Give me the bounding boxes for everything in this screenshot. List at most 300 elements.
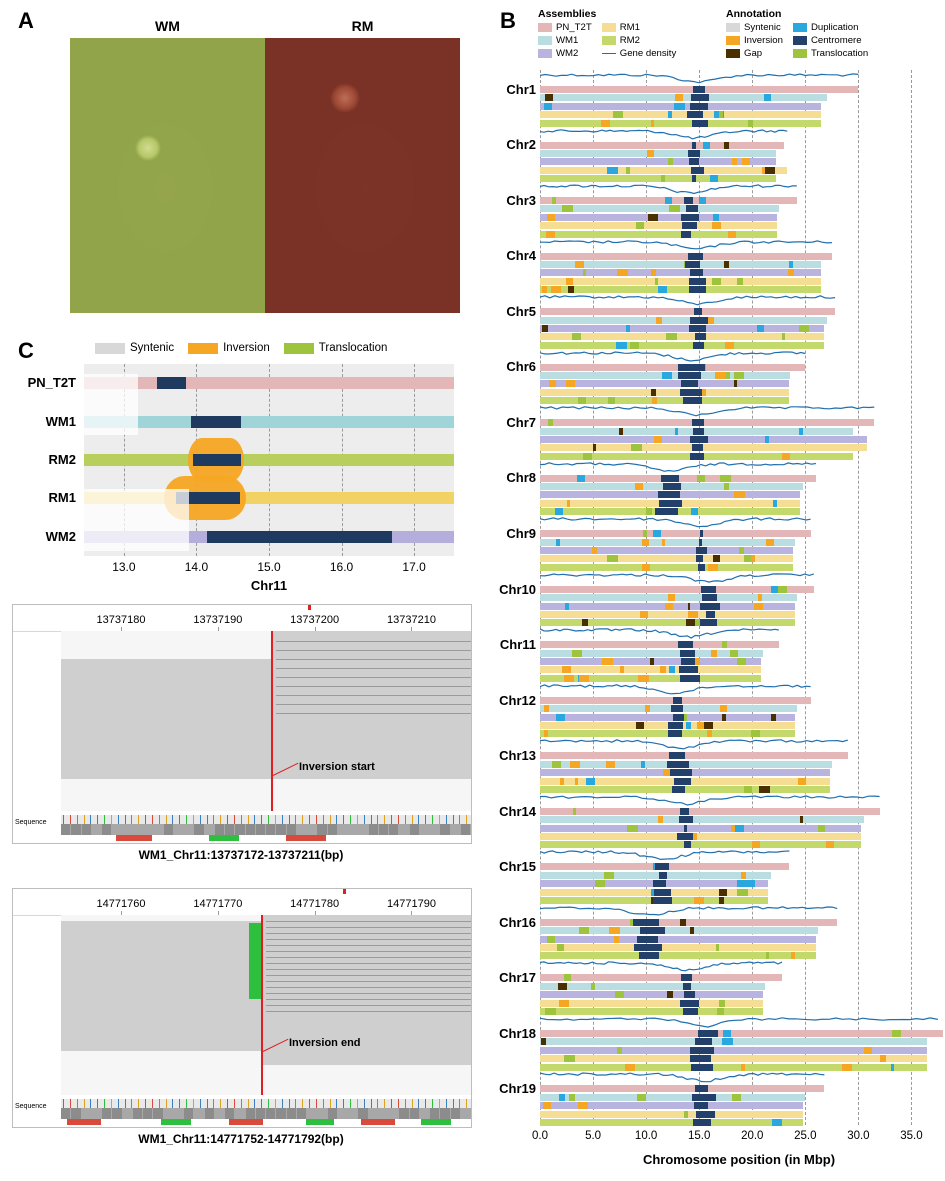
centromere-chr15-4 bbox=[653, 897, 671, 904]
feature-chr13-3-1 bbox=[575, 778, 579, 785]
feature-chr12-3-1 bbox=[636, 722, 643, 729]
chr-label-chr10: Chr10 bbox=[499, 581, 536, 597]
legend-assemblies-title: Assemblies bbox=[538, 8, 597, 20]
centromere-chr14-3 bbox=[677, 833, 693, 840]
e-seq-tick-9 bbox=[125, 1099, 126, 1108]
e-seq-block-18 bbox=[246, 1108, 255, 1119]
legend-annotation-col2 bbox=[793, 22, 868, 61]
feature-chr5-2-3 bbox=[799, 325, 809, 332]
e-seq-tick-32 bbox=[282, 1099, 283, 1108]
centromere-chr17-3 bbox=[680, 1000, 699, 1007]
d-seq-color-1 bbox=[209, 835, 239, 841]
d-seq-tick-36 bbox=[309, 815, 310, 824]
panel-b-plot bbox=[540, 70, 938, 1125]
d-breakpoint-line[interactable] bbox=[271, 631, 273, 811]
d-seq-block-4 bbox=[102, 824, 111, 835]
feature-chr12-1-0 bbox=[720, 705, 727, 712]
e-seq-block-1 bbox=[71, 1108, 80, 1119]
gene-density-curve-chr16 bbox=[540, 904, 938, 918]
legend-swatch-inversion bbox=[188, 343, 218, 354]
centromere-chr6-2 bbox=[681, 380, 698, 387]
x-tick-5.0: 5.0 bbox=[585, 1130, 602, 1142]
c-row-label-wm2: WM2 bbox=[45, 528, 76, 544]
feature-chr13-3-2 bbox=[798, 778, 807, 785]
gene-density-curve-chr13 bbox=[540, 737, 938, 751]
d-seq-tick-3 bbox=[84, 815, 85, 824]
d-seq-tick-14 bbox=[159, 815, 160, 824]
d-seq-tick-51 bbox=[412, 815, 413, 824]
e-seq-block-5 bbox=[112, 1108, 121, 1119]
centromere-chr15-2 bbox=[653, 880, 666, 887]
chr-label-chr13: Chr13 bbox=[499, 748, 536, 764]
feature-chr10-1-0 bbox=[668, 594, 676, 601]
feature-chr3-3-2 bbox=[712, 222, 721, 229]
feature-chr17-1-0 bbox=[591, 983, 596, 990]
d-seq-tick-19 bbox=[193, 815, 194, 824]
panel-e-sequence-ticks bbox=[61, 1099, 471, 1108]
gene-density-curve-chr1 bbox=[540, 71, 938, 85]
centromere-chr7-1 bbox=[693, 428, 704, 435]
e-seq-tick-42 bbox=[350, 1099, 351, 1108]
feature-chr5-3-1 bbox=[782, 333, 785, 340]
e-seq-block-26 bbox=[328, 1108, 337, 1119]
feature-chr6-2-0 bbox=[549, 380, 556, 387]
feature-chr3-1-0 bbox=[562, 205, 573, 212]
legend-label-inversion: Inversion bbox=[744, 35, 783, 46]
panel-c-letter: C bbox=[18, 338, 34, 363]
d-read-line-5 bbox=[276, 686, 471, 687]
e-seq-tick-19 bbox=[193, 1099, 194, 1108]
e-seq-tick-34 bbox=[295, 1099, 296, 1108]
c-track-pn_t2t bbox=[84, 377, 454, 389]
feature-chr5-3-0 bbox=[666, 333, 677, 340]
e-seq-block-0 bbox=[61, 1108, 70, 1119]
d-seq-tick-11 bbox=[138, 815, 139, 824]
feature-chr9-2-2 bbox=[592, 547, 597, 554]
legend-swatch-pn-t2t bbox=[538, 23, 552, 32]
track-chr17-pn_t2t bbox=[540, 974, 782, 981]
feature-chr10-0-2 bbox=[778, 586, 787, 593]
feature-chr9-4-1 bbox=[708, 564, 718, 571]
track-chr14-rm1 bbox=[540, 833, 861, 840]
centromere-chr11-1 bbox=[680, 650, 695, 657]
track-chr9-rm2 bbox=[540, 564, 793, 571]
e-seq-block-21 bbox=[276, 1108, 285, 1119]
panel-a bbox=[0, 0, 470, 330]
d-seq-tick-41 bbox=[343, 815, 344, 824]
feature-chr17-3-1 bbox=[719, 1000, 725, 1007]
e-seq-tick-44 bbox=[364, 1099, 365, 1108]
centromere-chr10-2 bbox=[700, 603, 720, 610]
centromere-chr18-1 bbox=[695, 1038, 712, 1045]
centromere-chr6-3 bbox=[680, 389, 702, 396]
feature-chr16-0-0 bbox=[680, 919, 686, 926]
c-track-wm1 bbox=[84, 416, 454, 428]
e-seq-tick-15 bbox=[166, 1099, 167, 1108]
e-ruler-label-14771760: 14771760 bbox=[96, 898, 146, 910]
e-seq-tick-27 bbox=[248, 1099, 249, 1108]
feature-chr6-4-1 bbox=[608, 397, 616, 404]
track-chr4-wm2 bbox=[540, 269, 821, 276]
legend-label-pn-t2t: PN_T2T bbox=[556, 22, 592, 33]
gene-density-curve-chr6 bbox=[540, 349, 938, 363]
track-chr9-wm1 bbox=[540, 539, 795, 546]
legend-label-wm2: WM2 bbox=[556, 48, 579, 59]
centromere-chr12-2 bbox=[673, 714, 684, 721]
e-read-line-10 bbox=[266, 981, 471, 982]
e-seq-block-9 bbox=[153, 1108, 162, 1119]
d-seq-tick-53 bbox=[425, 815, 426, 824]
d-seq-tick-38 bbox=[323, 815, 324, 824]
track-chr17-wm1 bbox=[540, 983, 765, 990]
d-seq-tick-5 bbox=[97, 815, 98, 824]
d-seq-block-16 bbox=[225, 824, 234, 835]
e-seq-tick-50 bbox=[405, 1099, 406, 1108]
feature-chr2-3-1 bbox=[626, 167, 630, 174]
feature-chr15-4-0 bbox=[719, 897, 724, 904]
photo-label-rm: RM bbox=[351, 18, 374, 34]
chr-label-chr19: Chr19 bbox=[499, 1081, 536, 1097]
e-seq-tick-37 bbox=[316, 1099, 317, 1108]
legend-item-syntenic bbox=[95, 342, 174, 354]
track-chr2-wm2 bbox=[540, 158, 776, 165]
d-seq-tick-2 bbox=[77, 815, 78, 824]
e-read-line-6 bbox=[266, 957, 471, 958]
d-seq-tick-40 bbox=[336, 815, 337, 824]
gene-density-curve-chr15 bbox=[540, 848, 938, 862]
centromere-chr12-1 bbox=[671, 705, 682, 712]
e-read-line-9 bbox=[266, 975, 471, 976]
x-tick-35.0: 35.0 bbox=[900, 1130, 923, 1142]
panel-a-letter: A bbox=[18, 8, 34, 33]
e-read-line-12 bbox=[266, 993, 471, 994]
feature-chr14-2-1 bbox=[735, 825, 744, 832]
feature-chr3-4-1 bbox=[728, 231, 736, 238]
chr-label-chr9: Chr9 bbox=[506, 525, 536, 541]
legend-swatch-syntenic bbox=[726, 23, 740, 32]
e-ruler-label-14771770: 14771770 bbox=[193, 898, 243, 910]
e-seq-tick-22 bbox=[213, 1099, 214, 1108]
centromere-chr13-2 bbox=[670, 769, 692, 776]
centromere-chr14-1 bbox=[679, 816, 692, 823]
centromere-chr7-0 bbox=[692, 419, 703, 426]
x-tick-30.0: 30.0 bbox=[847, 1130, 870, 1142]
panel-a-photo-labels bbox=[70, 18, 460, 34]
d-seq-block-17 bbox=[235, 824, 244, 835]
panel-d-ruler bbox=[13, 605, 471, 632]
feature-chr1-2-0 bbox=[674, 103, 684, 110]
e-seq-tick-43 bbox=[357, 1099, 358, 1108]
c-syntenic-wedge-1 bbox=[84, 489, 189, 550]
legend-item-pn-t2t bbox=[538, 22, 592, 33]
e-seq-tick-54 bbox=[432, 1099, 433, 1108]
d-seq-tick-47 bbox=[384, 815, 385, 824]
feature-chr18-1-0 bbox=[541, 1038, 546, 1045]
d-seq-tick-50 bbox=[405, 815, 406, 824]
gene-density-curve-chr10 bbox=[540, 571, 938, 585]
feature-chr4-1-2 bbox=[724, 261, 729, 268]
centromere-chr4-1 bbox=[685, 261, 700, 268]
feature-chr9-1-3 bbox=[766, 539, 775, 546]
feature-chr12-2-2 bbox=[556, 714, 564, 721]
d-read-block-right bbox=[271, 631, 471, 779]
e-seq-tick-41 bbox=[343, 1099, 344, 1108]
feature-chr7-3-1 bbox=[631, 444, 642, 451]
feature-chr9-1-0 bbox=[642, 539, 648, 546]
centromere-chr6-1 bbox=[678, 372, 701, 379]
c-row-label-wm1: WM1 bbox=[45, 413, 76, 429]
e-seq-tick-17 bbox=[179, 1099, 180, 1108]
feature-chr16-1-1 bbox=[609, 927, 620, 934]
chr-label-chr11: Chr11 bbox=[499, 637, 536, 653]
d-breakpoint-label: Inversion start bbox=[299, 761, 375, 773]
panel-d-alignment-track[interactable] bbox=[61, 631, 471, 811]
panel-c bbox=[0, 332, 470, 600]
feature-chr19-1-2 bbox=[637, 1094, 646, 1101]
gene-density-curve-chr7 bbox=[540, 404, 938, 418]
e-seq-color-4 bbox=[361, 1119, 395, 1125]
e-ruler-red-marker bbox=[343, 889, 346, 894]
centromere-chr12-3 bbox=[668, 722, 683, 729]
feature-chr11-2-0 bbox=[737, 658, 746, 665]
legend-item-rm2 bbox=[602, 35, 677, 46]
d-seq-tick-52 bbox=[418, 815, 419, 824]
feature-chr17-2-0 bbox=[667, 991, 673, 998]
e-read-line-8 bbox=[266, 969, 471, 970]
centromere-chr5-0 bbox=[694, 308, 703, 315]
feature-chr7-2-0 bbox=[765, 436, 769, 443]
panel-d-caption: WM1_Chr11:13737172-13737211(bp) bbox=[138, 848, 344, 862]
d-seq-block-10 bbox=[164, 824, 173, 835]
feature-chr9-3-3 bbox=[744, 555, 751, 562]
legend-label-gap: Gap bbox=[744, 48, 763, 59]
feature-chr7-3-0 bbox=[593, 444, 596, 451]
legend-label-wm1: WM1 bbox=[556, 35, 579, 46]
centromere-chr17-2 bbox=[684, 991, 695, 998]
feature-chr2-1-0 bbox=[647, 150, 654, 157]
e-read-line-5 bbox=[266, 951, 471, 952]
centromere-chr3-1 bbox=[686, 205, 698, 212]
c-row-label-rm2: RM2 bbox=[48, 452, 76, 467]
centromere-chr17-1 bbox=[683, 983, 691, 990]
e-read-line-13 bbox=[266, 999, 471, 1000]
feature-chr11-3-1 bbox=[660, 666, 666, 673]
feature-chr6-3-0 bbox=[704, 389, 707, 396]
d-seq-block-34 bbox=[410, 824, 419, 835]
feature-chr1-3-1 bbox=[668, 111, 672, 118]
e-seq-tick-4 bbox=[90, 1099, 91, 1108]
feature-chr1-3-3 bbox=[719, 111, 722, 118]
legend-item-centromere bbox=[793, 35, 868, 46]
e-seq-tick-56 bbox=[446, 1099, 447, 1108]
feature-chr17-3-2 bbox=[559, 1000, 569, 1007]
panel-c-x-title: Chr11 bbox=[250, 578, 288, 593]
feature-chr9-2-0 bbox=[739, 547, 744, 554]
track-chr19-rm1 bbox=[540, 1111, 803, 1118]
e-breakpoint-line[interactable] bbox=[261, 915, 263, 1095]
feature-chr6-4-0 bbox=[652, 397, 657, 404]
feature-chr6-1-2 bbox=[662, 372, 672, 379]
centromere-chr9-2 bbox=[696, 547, 707, 554]
feature-chr11-2-2 bbox=[602, 658, 613, 665]
e-ruler-label-14771780: 14771780 bbox=[290, 898, 340, 910]
track-chr11-rm1 bbox=[540, 666, 761, 673]
centromere-chr18-0 bbox=[698, 1030, 718, 1037]
e-seq-tick-5 bbox=[97, 1099, 98, 1108]
feature-chr12-3-0 bbox=[704, 722, 713, 729]
centromere-chr13-0 bbox=[669, 752, 685, 759]
chr-label-chr12: Chr12 bbox=[499, 692, 536, 708]
panel-d-sequence-label: Sequence bbox=[15, 819, 47, 826]
feature-chr3-0-1 bbox=[665, 197, 672, 204]
feature-chr12-1-1 bbox=[544, 705, 549, 712]
feature-chr9-0-1 bbox=[653, 530, 661, 537]
d-seq-tick-20 bbox=[200, 815, 201, 824]
feature-chr19-1-0 bbox=[569, 1094, 576, 1101]
feature-chr12-4-0 bbox=[751, 730, 760, 737]
e-read-line-3 bbox=[266, 939, 471, 940]
e-seq-block-23 bbox=[297, 1108, 306, 1119]
e-seq-tick-8 bbox=[118, 1099, 119, 1108]
feature-chr12-2-0 bbox=[722, 714, 726, 721]
track-chr14-wm1 bbox=[540, 816, 864, 823]
legend-swatch-duplication bbox=[793, 23, 807, 32]
d-seq-tick-23 bbox=[220, 815, 221, 824]
chr-label-chr14: Chr14 bbox=[499, 803, 536, 819]
feature-chr17-0-1 bbox=[564, 974, 571, 981]
feature-chr12-2-1 bbox=[771, 714, 776, 721]
d-seq-block-21 bbox=[276, 824, 285, 835]
panel-e-alignment-track[interactable] bbox=[61, 915, 471, 1095]
feature-chr12-1-2 bbox=[645, 705, 650, 712]
e-read-line-15 bbox=[266, 1011, 471, 1012]
feature-chr4-3-3 bbox=[655, 278, 658, 285]
gene-density-curve-chr9 bbox=[540, 515, 938, 529]
centromere-chr10-3 bbox=[706, 611, 715, 618]
legend-item-gap bbox=[726, 48, 783, 59]
d-seq-tick-33 bbox=[289, 815, 290, 824]
d-seq-tick-27 bbox=[248, 815, 249, 824]
feature-chr10-3-1 bbox=[640, 611, 648, 618]
feature-chr9-4-0 bbox=[642, 564, 651, 571]
panel-a-photos bbox=[70, 38, 460, 313]
gene-density-curve-chr17 bbox=[540, 959, 938, 973]
feature-chr9-3-0 bbox=[607, 555, 618, 562]
e-seq-block-20 bbox=[266, 1108, 275, 1119]
track-chr17-rm1 bbox=[540, 1000, 763, 1007]
e-read-block-left bbox=[61, 921, 261, 1051]
feature-chr18-0-1 bbox=[892, 1030, 901, 1037]
d-seq-block-30 bbox=[369, 824, 378, 835]
d-seq-tick-4 bbox=[90, 815, 91, 824]
centromere-chr10-0 bbox=[701, 586, 716, 593]
d-seq-tick-18 bbox=[186, 815, 187, 824]
d-seq-tick-26 bbox=[241, 815, 242, 824]
track-chr14-pn_t2t bbox=[540, 808, 880, 815]
centromere-chr15-0 bbox=[655, 863, 669, 870]
centromere-chr6-4 bbox=[683, 397, 702, 404]
e-seq-tick-45 bbox=[371, 1099, 372, 1108]
feature-chr10-2-3 bbox=[688, 603, 691, 610]
track-chr3-rm1 bbox=[540, 222, 777, 229]
panel-d-sequence-row bbox=[13, 811, 471, 843]
e-seq-tick-1 bbox=[70, 1099, 71, 1108]
centromere-chr13-3 bbox=[674, 778, 691, 785]
d-seq-block-22 bbox=[287, 824, 296, 835]
e-seq-block-22 bbox=[287, 1108, 296, 1119]
d-seq-tick-58 bbox=[459, 815, 460, 824]
feature-chr19-2-0 bbox=[578, 1102, 587, 1109]
centromere-chr2-3 bbox=[691, 167, 704, 174]
feature-chr14-2-3 bbox=[627, 825, 638, 832]
legend-swatch-gene-density bbox=[602, 53, 616, 54]
centromere-chr19-4 bbox=[693, 1119, 711, 1126]
feature-chr1-1-0 bbox=[764, 94, 772, 101]
feature-chr6-2-1 bbox=[566, 380, 575, 387]
e-seq-tick-7 bbox=[111, 1099, 112, 1108]
photo-label-wm: WM bbox=[155, 18, 180, 34]
d-read-line-7 bbox=[276, 704, 471, 705]
track-chr2-pn_t2t bbox=[540, 142, 784, 149]
e-seq-tick-10 bbox=[131, 1099, 132, 1108]
d-ruler-label-13737180: 13737180 bbox=[96, 614, 146, 626]
track-chr6-wm2 bbox=[540, 380, 789, 387]
feature-chr15-2-0 bbox=[737, 880, 745, 887]
feature-chr19-1-1 bbox=[559, 1094, 566, 1101]
legend-annotation-col1 bbox=[726, 22, 783, 61]
centromere-chr14-0 bbox=[680, 808, 690, 815]
d-seq-tick-59 bbox=[466, 815, 467, 824]
panel-e-igv-view bbox=[12, 888, 472, 1128]
track-chr5-wm1 bbox=[540, 317, 827, 324]
feature-chr13-3-0 bbox=[560, 778, 564, 785]
feature-chr4-3-0 bbox=[712, 278, 721, 285]
c-syntenic-wedge-0 bbox=[84, 374, 138, 435]
feature-chr11-1-1 bbox=[711, 650, 717, 657]
feature-chr5-2-0 bbox=[626, 325, 630, 332]
d-seq-tick-44 bbox=[364, 815, 365, 824]
feature-chr16-3-0 bbox=[557, 944, 564, 951]
d-seq-block-39 bbox=[461, 824, 470, 835]
centromere-chr3-2 bbox=[681, 214, 699, 221]
track-chr10-rm1 bbox=[540, 611, 795, 618]
feature-chr12-3-2 bbox=[686, 722, 691, 729]
d-seq-tick-21 bbox=[207, 815, 208, 824]
legend-swatch-translocation bbox=[793, 49, 807, 58]
feature-chr18-1-1 bbox=[722, 1038, 733, 1045]
e-seq-color-3 bbox=[306, 1119, 334, 1125]
gene-density-curve-chr5 bbox=[540, 293, 938, 307]
feature-chr16-1-2 bbox=[690, 927, 694, 934]
d-seq-block-25 bbox=[317, 824, 326, 835]
d-seq-block-26 bbox=[328, 824, 337, 835]
feature-chr8-1-0 bbox=[635, 483, 643, 490]
track-chr19-pn_t2t bbox=[540, 1085, 824, 1092]
centromere-chr12-4 bbox=[668, 730, 682, 737]
e-seq-block-36 bbox=[430, 1108, 439, 1119]
feature-chr7-1-2 bbox=[799, 428, 804, 435]
centromere-chr16-3 bbox=[634, 944, 662, 951]
x-tick-25.0: 25.0 bbox=[794, 1130, 817, 1142]
feature-chr8-0-1 bbox=[720, 475, 731, 482]
d-seq-block-18 bbox=[246, 824, 255, 835]
track-chr16-rm1 bbox=[540, 944, 816, 951]
feature-chr16-1-0 bbox=[579, 927, 589, 934]
centromere-chr16-0 bbox=[633, 919, 658, 926]
feature-chr6-3-1 bbox=[651, 389, 656, 396]
e-seq-tick-12 bbox=[145, 1099, 146, 1108]
e-read-line-14 bbox=[266, 1005, 471, 1006]
